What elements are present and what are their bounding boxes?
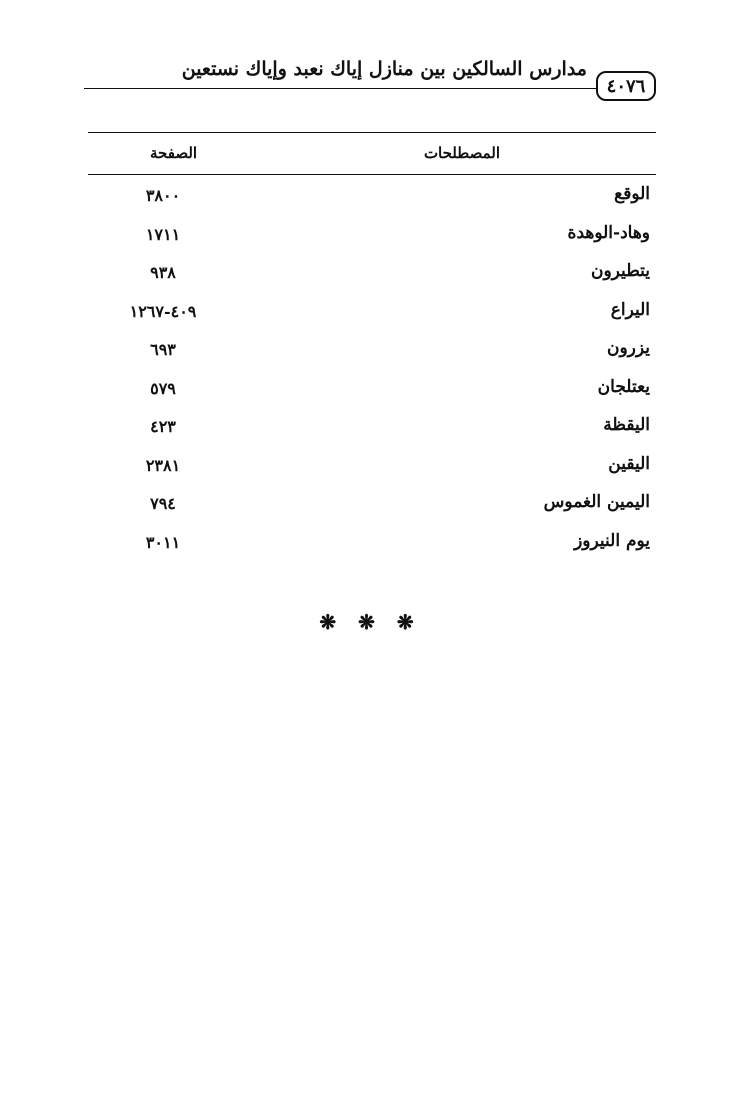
page-cell: ١٧١١ (145, 224, 181, 244)
term-cell: الوقع (614, 184, 650, 204)
table-row (88, 180, 656, 219)
table-row (88, 219, 656, 258)
term-cell: وهاد-الوهدة (567, 222, 650, 243)
table-row (88, 334, 656, 373)
page-cell: ٢٣٨١ (145, 455, 181, 475)
table-row (88, 488, 656, 527)
table-row (88, 450, 656, 489)
running-title: مدارس السالكين بين منازل إياك نعبد وإياك نستعين (181, 58, 587, 80)
page-cell: ٣٨٠٠ (145, 186, 181, 205)
page-number: ٤٠٧٦ (596, 71, 656, 101)
table-row (88, 411, 656, 450)
page-cell: ٥٧٩ (150, 378, 176, 398)
table-header-rule (88, 174, 656, 175)
page-cell: ٩٣٨ (150, 263, 176, 282)
term-cell: اليقين (608, 453, 650, 474)
term-cell: يزرون (606, 338, 650, 358)
page-cell: ٤٠٩-١٢٦٧ (129, 301, 197, 321)
section-end-ornament: ❋❋❋ (319, 610, 436, 634)
table-top-rule (88, 132, 656, 133)
page-cell: ٣٠١١ (145, 532, 181, 552)
table-row (88, 296, 656, 335)
term-cell: يوم النيروز (574, 530, 650, 551)
header-rule (84, 88, 596, 89)
table-row (88, 257, 656, 296)
term-cell: يعتلجان (597, 376, 650, 397)
column-header-page: الصفحة (150, 144, 198, 162)
term-cell: يتطيرون (590, 261, 650, 281)
table-row (88, 527, 656, 566)
terms-table (88, 180, 656, 565)
term-cell: اليراع (610, 299, 650, 320)
column-header-terms: المصطلحات (423, 144, 500, 162)
table-row (88, 373, 656, 412)
page-cell: ٦٩٣ (150, 340, 176, 359)
page-cell: ٤٢٣ (150, 417, 176, 436)
term-cell: اليمين الغموس (543, 492, 650, 512)
page-cell: ٧٩٤ (150, 494, 176, 513)
term-cell: اليقظة (603, 415, 650, 435)
